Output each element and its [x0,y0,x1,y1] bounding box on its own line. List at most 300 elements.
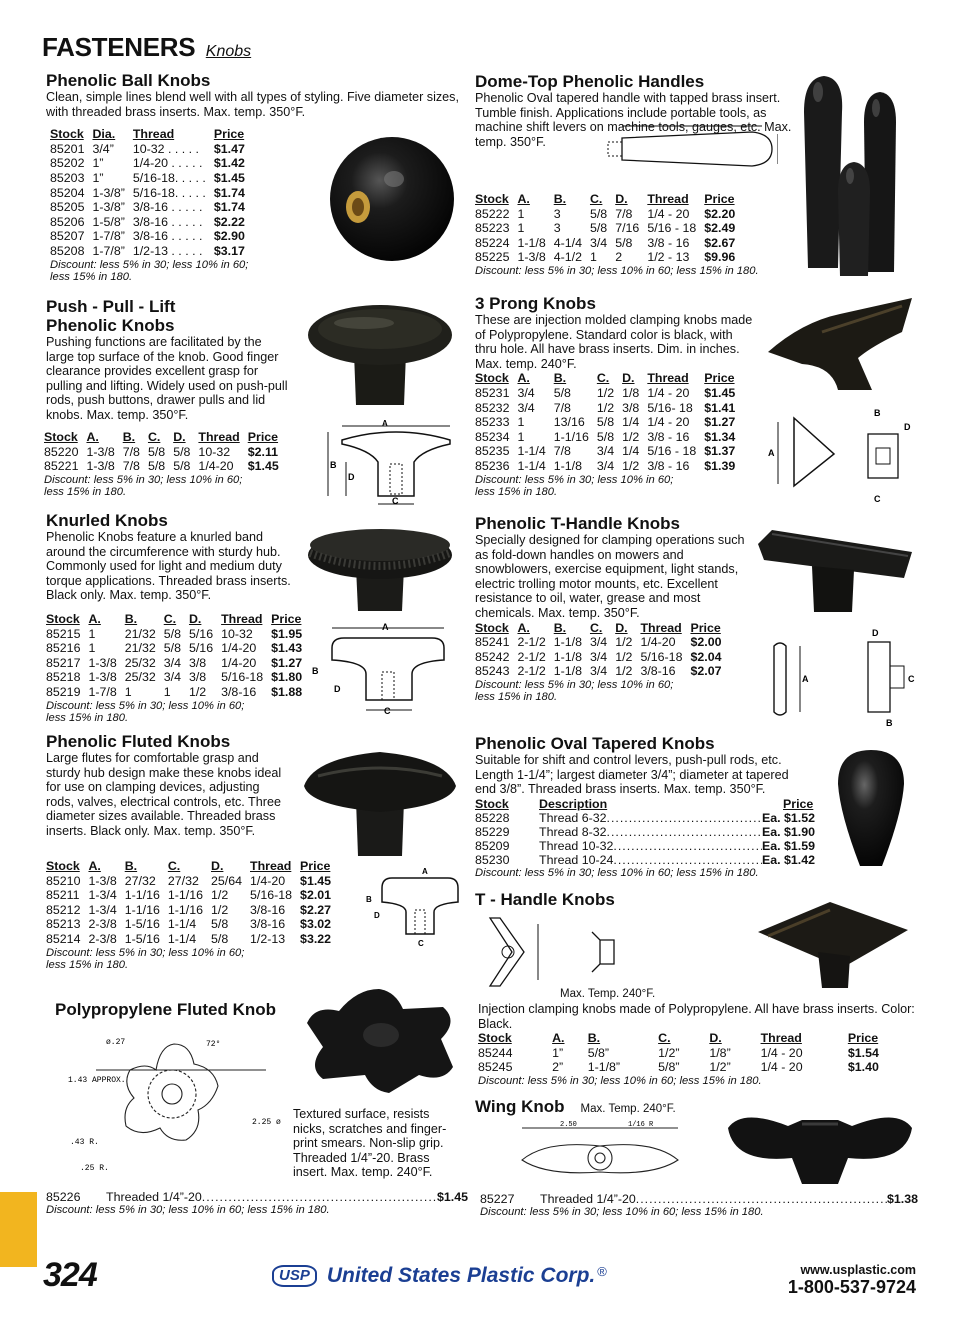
spec-table [478,1031,916,1075]
column-header: Price [704,192,735,206]
column-header: C. [658,1031,671,1046]
column-header: D. [615,620,628,635]
spec-table [475,192,743,265]
section-wing-knob-title [475,1097,676,1116]
section-title: Wing Knob [475,1097,565,1116]
section-description: Clean, simple lines blend well with all types of styling. Five diameter sizes, with threaded brass inserts. Max. temp. 350°F. [46,90,459,119]
table-row [475,415,743,430]
spec-cell: 1/2 [615,664,633,679]
svg-text:72°: 72° [206,1040,221,1049]
table-row [50,200,253,215]
discount-note: Discount: less 5% in 30; less 10% in 60; less 15% in 180. [475,473,674,499]
discount-note: Discount: less 5% in 30; less 10% in 60; less 15% in 180. [46,1204,330,1216]
spec-cell: 1-3/8 [88,655,117,670]
spec-cell: 27/32 [167,873,199,888]
price-cell: $1.54 [847,1045,879,1060]
discount-note: Discount: less 5% in 30; less 10% in 60; less 15% in 180. [50,258,249,284]
column-header: D. [622,371,635,386]
knurled-diagram [308,622,468,718]
section-poly-fluted-title [55,1000,276,1019]
page-number: 324 [43,1256,97,1294]
spec-cell: 5/16-18 [221,670,264,685]
spec-cell: 3/8 - 16 [647,458,690,473]
price-cell: Ea. $1.52 [761,811,815,826]
spec-cell: 1/2 [615,635,633,650]
table-row [475,444,743,459]
table-row [475,207,743,222]
spec-cell: 1 [517,221,525,236]
section-description: Injection clamping knobs made of Polypropylene. All have brass inserts. Color: Black. [478,1002,915,1031]
section-t-handle-knobs-title [475,890,615,909]
spec-cell: 1-1/16 [167,902,203,917]
description-cell: Thread 10-24 [539,853,614,868]
column-header: C. [589,192,603,206]
t-handle-phenolic-photo [752,516,918,618]
spec-cell: 3/8 - 16 [647,235,690,250]
section-description: Phenolic Oval tapered handle with tapped brass insert. Tumble finish. Applications include portable tools, as machine shift levers on machine tools, gauges, etc. Max. temp. 350°F. [475,91,792,149]
section-fluted-table [46,859,339,972]
stock-cell: 85229 [475,825,510,840]
section-title: Phenolic Fluted Knobs [46,732,231,751]
column-header: Stock [44,430,78,444]
oval-table-body [475,811,817,867]
spec-cell: 2-3/8 [88,917,117,932]
spec-cell: 7/8 [553,444,571,459]
spec-cell: 3 [553,221,561,236]
spec-cell: 1/2 [211,888,229,903]
spec-cell: 1/2-13 [250,931,286,946]
price-cell: $1.45 [213,170,245,185]
price: $1.38 [886,1192,918,1206]
spec-cell: 1/4 - 20 [760,1060,803,1075]
spec-cell: 3/8 [188,670,207,685]
spec-cell: 2-1/2 [517,635,546,650]
footer-contact [740,1263,916,1298]
spec-cell: 1-1/4 [517,458,546,473]
spec-cell: 1/2-13 . . . . . [132,243,203,258]
spec-cell: 1 [589,250,597,265]
spec-cell: 1 [517,206,525,221]
stock-cell: 85203 [50,170,85,185]
column-header: B. [124,859,138,873]
spec-cell: 5/8 [589,221,608,236]
column-header: Stock [478,1031,512,1046]
price-cell: $1.47 [213,141,245,156]
stock-cell: 85208 [50,243,85,258]
spec-table [44,430,287,474]
spec-cell: 1 [88,641,96,656]
column-header: Thread [198,430,240,444]
t-handle-phenolic-diagram [760,626,920,730]
discount-note: Discount: less 5% in 30; less 10% in 60; less 15% in 180. [46,699,245,725]
section-title: Dome-Top Phenolic Handles [475,72,705,91]
poly-fluted-knob-photo [293,983,465,1103]
column-header: Stock [475,192,509,206]
spec-cell: 1-7/8 [88,684,117,699]
column-header: A. [86,430,99,444]
section-title-line2: Phenolic Knobs [46,316,175,335]
price-cell: $2.11 [247,444,279,459]
leader-dots [636,1192,887,1206]
section-title: T - Handle Knobs [475,890,615,909]
price-cell: $2.20 [704,206,736,221]
stock-cell: 85231 [475,385,510,400]
spec-cell: 1” [92,170,104,185]
spec-cell: 1/8” [709,1045,731,1060]
column-header: Stock [50,127,84,142]
spec-cell: 27/32 [124,873,156,888]
oval-table-header: Stock Description Price [475,796,814,811]
section-dome-table [475,192,759,277]
spec-cell: 3 [553,206,561,221]
spec-cell: 3/8 - 16 [647,429,690,444]
column-header: B. [124,612,138,626]
spec-cell: 1/2 [596,385,615,400]
stock-cell: 85235 [475,444,510,459]
spec-cell: 7/8 [122,459,140,474]
spec-cell: 1/4 - 20 [647,206,690,221]
svg-text:A: A [382,419,388,428]
table-row [46,903,339,918]
discount-note: Discount: less 5% in 30; less 10% in 60; less 15% in 180. [44,473,243,499]
spec-cell: 1/2” [658,1045,680,1060]
page-header [42,32,251,63]
section-fluted-knobs [46,732,290,839]
3-prong-knob-photo [762,292,918,396]
stock-cell: 85212 [46,902,81,917]
column-header: Thread [132,127,175,142]
spec-cell: 3/8 [188,655,207,670]
discount-note: Discount: less 5% in 30; less 10% in 60; less 15% in 180. [475,678,674,704]
spec-cell: 5/8 [173,444,191,459]
spec-cell: 7/8 [615,206,633,221]
spec-cell: 3/4” [92,141,114,156]
section-title: 3 Prong Knobs [475,294,596,313]
column-header: A. [517,620,530,635]
table-row [475,853,815,867]
leader-dots [613,839,762,853]
description-cell: Thread 8-32 [539,825,607,840]
item-description: Threaded 1/4”-20 [540,1192,636,1206]
table-row [475,221,743,236]
table-row [475,811,815,825]
spec-cell: 5/8 [596,429,615,444]
spec-cell: 1-1/8 [553,635,582,650]
description-cell: Thread 10-32 [539,839,614,854]
leader-dots [613,853,762,867]
phone-number: 1-800-537-9724 [787,1277,916,1297]
spec-cell: 5/16-18. . . . . [132,185,206,200]
column-header: D. [188,612,202,626]
spec-cell: 5/8” [658,1060,680,1075]
column-header: A. [517,192,530,206]
push-pull-knob-photo [294,293,466,413]
price-cell: $1.37 [704,444,736,459]
svg-text:D: D [334,684,341,694]
table-row [475,459,743,474]
svg-text:D: D [904,422,911,432]
spec-cell: 1-3/8 [86,444,115,459]
price-cell: $2.00 [690,635,722,650]
spec-cell: 5/16-18. . . . . [132,170,206,185]
spec-cell: 1-3/8 [86,459,115,474]
section-t-handle-knobs [478,1002,918,1087]
stock-cell: 85221 [44,459,79,474]
spec-cell: 5/8 [589,206,608,221]
spec-cell: 1-1/4 [517,444,546,459]
spec-cell: 25/32 [124,670,156,685]
3-prong-diagram [764,404,914,508]
wing-knob-diagram [516,1120,684,1184]
spec-cell: 3/8-16 [640,664,676,679]
spec-cell: 4-1/2 [553,250,582,265]
column-header: C. [147,430,161,444]
table-row [46,874,339,889]
column-header: Stock [46,859,80,873]
spec-cell: 1-1/16 [553,429,589,444]
stock-cell: 85228 [475,811,510,826]
spec-cell: 1-1/16 [124,902,160,917]
spec-cell: 1-1/16 [167,888,203,903]
stock-cell: 85225 [475,250,510,265]
website-link[interactable]: www.usplastic.com [800,1263,916,1277]
column-header: C. [163,612,177,626]
stock-cell: 85218 [46,670,81,685]
column-header: B. [553,192,567,206]
svg-text:A: A [802,674,809,684]
stock-cell: 85244 [478,1045,513,1060]
discount-note: Discount: less 5% in 30; less 10% in 60; less 15% in 180. [475,867,759,880]
poly-fluted-diagram [56,1030,286,1180]
spec-cell: 3/8 [622,400,640,415]
spec-cell: 1 [163,684,171,699]
spec-cell: 5/8 [211,917,229,932]
spec-cell: 1-1/4 [167,931,197,946]
page-subtitle: Knobs [205,43,252,60]
knurled-knob-photo [294,515,466,615]
spec-cell: 2-1/2 [517,664,546,679]
t-handle-temp: Max. Temp. 240°F. [560,988,656,1000]
price-cell: $3.02 [300,917,332,932]
table-row [46,917,339,932]
spec-cell: 21/32 [124,626,156,641]
dome-handle-diagram [602,120,778,178]
spec-cell: 1 [88,626,96,641]
price-cell: $2.04 [690,649,722,664]
price-cell: Ea. $1.59 [761,839,815,854]
column-header: Thread [250,859,292,873]
spec-cell: 5/16- 18 [647,400,693,415]
spec-cell: 3/8-16 . . . . . [132,200,203,215]
table-row [46,888,339,903]
spec-table [50,127,253,258]
table-row [475,401,743,416]
wing-knob-photo [722,1098,918,1186]
spec-cell: 1/4 [622,444,640,459]
stock-cell: 85236 [475,458,510,473]
spec-cell: 1/2” [709,1060,731,1075]
column-header: Price [847,1031,879,1046]
column-header: Dia. [92,127,116,142]
svg-text:B: B [886,718,893,728]
column-header: A. [552,1031,565,1046]
spec-cell: 5/16-18 [640,649,683,664]
spec-cell: 1” [552,1045,564,1060]
poly-fluted-price-line [46,1190,468,1217]
column-header: Stock [46,612,80,626]
stock-cell: 85204 [50,185,85,200]
spec-cell: 1-5/16 [124,931,160,946]
price: $1.45 [436,1190,468,1204]
section-t-handle-phenolic [475,514,751,704]
spec-cell: 3/4 [589,649,608,664]
leader-dots [607,811,762,825]
push-pull-diagram [322,418,466,512]
table-row [475,386,743,401]
price-cell: $1.80 [271,670,303,685]
svg-text:1/16 R: 1/16 R [628,1121,654,1129]
table-row [475,650,729,665]
column-header: C. [589,620,603,635]
spec-cell: 5/16 [188,641,214,656]
spec-cell: 4-1/4 [553,235,582,250]
svg-text:.25 R.: .25 R. [80,1164,109,1173]
section-knurled-knobs [46,511,292,603]
price-cell: $1.45 [704,385,736,400]
price-cell: $1.27 [271,655,303,670]
section-push-table [44,430,287,499]
stock-cell: 85224 [475,235,510,250]
table-row [44,445,287,460]
price-cell: $3.17 [213,243,245,258]
price-cell: $1.74 [213,185,245,200]
table-row [50,229,253,244]
svg-text:A: A [422,867,428,876]
column-header: D. [615,192,628,206]
table-row [478,1046,916,1061]
column-header: A. [88,859,101,873]
dome-handles-photo [796,72,918,280]
table-row [44,459,287,474]
price-cell: $9.96 [704,250,736,265]
spec-cell: 5/8 [553,385,571,400]
spec-cell: 1-3/8” [92,200,125,215]
spec-cell: 1-3/8” [92,185,125,200]
spec-cell: 1/2 [615,649,633,664]
table-row [475,250,743,265]
price-cell: Ea. $1.90 [761,825,815,840]
section-title: Phenolic Oval Tapered Knobs [475,734,715,753]
spec-cell: 2 [615,250,623,265]
stock-cell: 85222 [475,206,510,221]
table-row [50,244,253,259]
spec-cell: 5/16 - 18 [647,444,697,459]
spec-cell: 1-7/8” [92,229,125,244]
table-row [475,430,743,445]
column-header: C. [167,859,181,873]
spec-cell: 3/4 [596,458,615,473]
table-row [46,641,310,656]
spec-cell: 10-32 . . . . . [132,141,199,156]
spec-cell: 3/4 [517,385,535,400]
leader-dots [607,825,762,839]
spec-cell: 1 [124,684,132,699]
fluted-diagram [362,866,466,948]
spec-cell: 1 [517,429,525,444]
spec-cell: 1-3/4 [88,888,117,903]
usp-logo-icon: USP [272,1265,317,1287]
price-cell: $1.95 [271,626,303,641]
price-cell: $1.39 [704,458,736,473]
spec-cell: 3/4 [163,655,181,670]
section-title-line1: Push - Pull - Lift [46,297,176,316]
stock-cell: 85242 [475,649,510,664]
table-row [46,627,310,642]
stock-cell: 85214 [46,931,81,946]
spec-cell: 1-1/8” [587,1060,621,1075]
stock-cell: 85210 [46,873,81,888]
column-header: Price [300,859,331,873]
stock-number: 85226 [46,1190,81,1204]
svg-text:B: B [330,460,337,470]
spec-cell: 5/16 - 18 [647,221,697,236]
poly-fluted-description: Textured surface, resists nicks, scratches and finger-print smears. Non-slip grip. Threaded 1/4”-20. Brass insert. Max. temp. 240°F. [293,1107,447,1180]
spec-cell: 1/4-20 [640,635,676,650]
spec-cell: 3/8-16 [250,917,286,932]
column-header: C. [596,371,610,386]
svg-text:2.50: 2.50 [560,1121,577,1129]
table-row [475,635,729,650]
price-cell: $2.22 [213,214,245,229]
section-title: Knurled Knobs [46,511,168,530]
section-3-prong-knobs [475,294,757,499]
price-cell: $1.27 [704,415,736,430]
price-cell: $1.43 [271,641,303,656]
spec-cell: 1/4-20 . . . . . [132,156,203,171]
column-header: A. [517,371,530,386]
spec-cell: 5/8 [615,235,633,250]
table-row [50,171,253,186]
table-row [46,685,310,700]
table-row [46,656,310,671]
spec-cell: 1/2 [211,902,229,917]
spec-cell: 5/8 [163,626,181,641]
spec-cell: 21/32 [124,641,156,656]
stock-cell: 85202 [50,156,85,171]
discount-note: Discount: less 5% in 30; less 10% in 60; less 15% in 180. [46,946,245,972]
spec-cell: 1-3/8 [517,250,546,265]
spec-cell: 1-1/8 [517,235,546,250]
section-oval-tapered-knobs [475,734,817,880]
spec-table [46,612,310,700]
spec-cell: 3/4 [517,400,535,415]
spec-cell: 7/16 [615,221,640,236]
price-cell: $3.22 [300,931,332,946]
column-header: B. [553,371,567,386]
svg-text:C: C [908,674,915,684]
svg-text:A: A [382,622,389,632]
spec-cell: 1/4 [622,415,640,430]
spec-cell: 1-7/8” [92,243,125,258]
price-cell: $1.45 [247,459,279,474]
column-header: D. [173,430,186,444]
section-knurled-table [46,612,310,725]
price-cell: Ea. $1.42 [761,853,815,868]
spec-cell: 3/8-16 [250,902,286,917]
stock-cell: 85215 [46,626,81,641]
spec-table [475,621,729,679]
column-header: Price [271,612,302,626]
